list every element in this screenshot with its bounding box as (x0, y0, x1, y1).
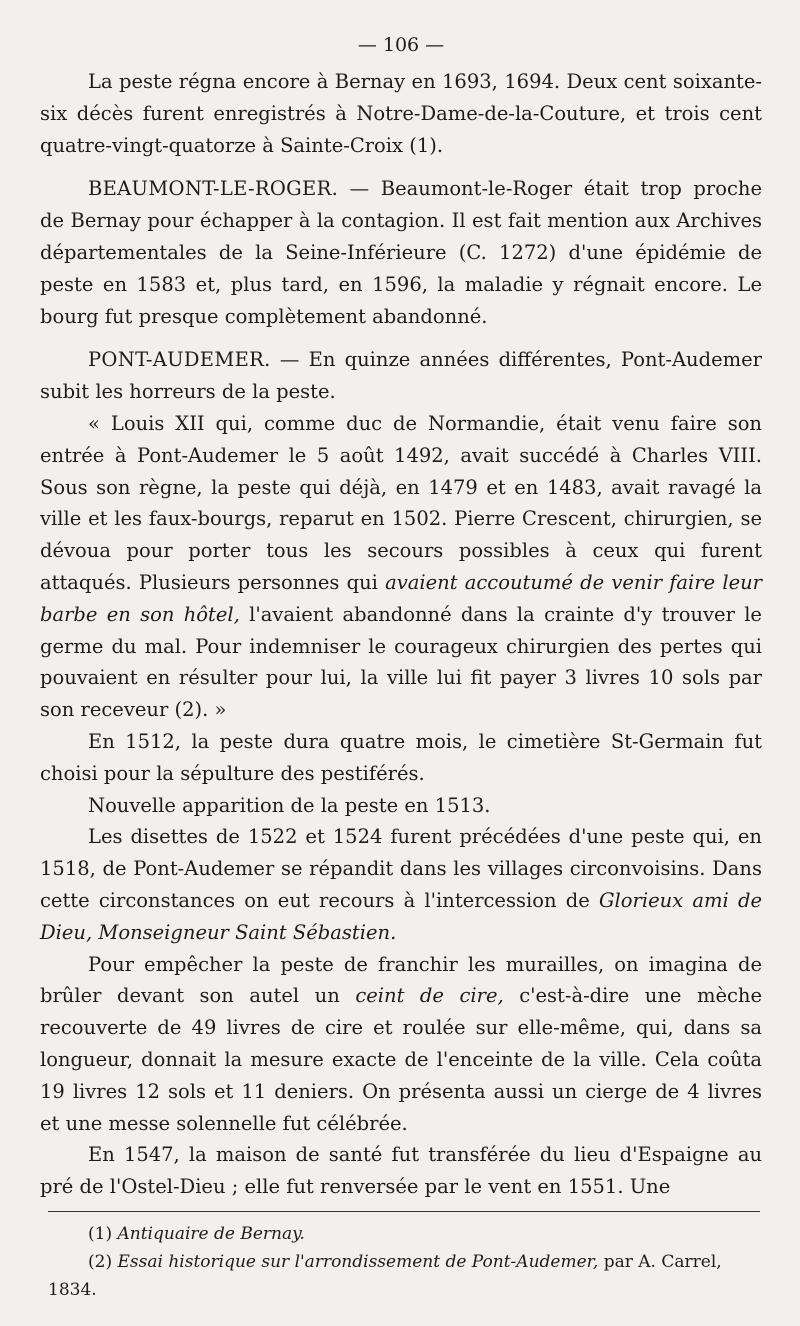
section-heading-beaumont: BEAUMONT-LE-ROGER. (88, 177, 339, 201)
footnote-divider (48, 1211, 760, 1212)
paragraph-text: « Louis XII qui, comme duc de Normandie, était venu faire son entrée à Pont-Audemer le 5 août 1492, avait succédé à Charles VIII. Sous son règne, la peste qui déjà, en 1479 et en 1483, avait ravagé la ville et les faux-bourgs, reparut en 1502. Pierre Crescent, chirurgien, se dévoua pour porter tous les secours possibles à ceux qui furent attaqués. Plusieurs personnes qui (40, 411, 762, 594)
italic-quote: avaient accoutumé de venir faire leur barbe en son hôtel, (40, 570, 762, 626)
italic-term: ceint de cire, (355, 984, 504, 1008)
paragraph-ceint-de-cire (40, 949, 762, 1140)
footnote-title: Antiquaire de Bernay. (117, 1224, 305, 1244)
footnotes (48, 1220, 764, 1304)
paragraph-disettes (40, 821, 762, 948)
paragraph-1512: En 1512, la peste dura quatre mois, le cimetière St-Germain fut choisi pour la sépulture des pestiférés. (40, 729, 762, 785)
footnote-title: Essai historique sur l'arrondissement de Pont-Audemer, (117, 1252, 599, 1272)
section-heading-pont-audemer: PONT-AUDEMER. (88, 348, 271, 372)
paragraph-text: Pour empêcher la peste de franchir les murailles, on imagina de brûler devant son autel un (40, 952, 762, 1008)
paragraph-text: — En quinze années différentes, Pont-Audemer subit les horreurs de la peste. (40, 348, 762, 404)
paragraph-louis-xii-quote (40, 408, 762, 726)
footnote-text: par A. Carrel, 1834. (48, 1252, 722, 1300)
paragraph-text: — Beaumont-le-Roger était trop proche de Bernay pour échapper à la contagion. Il est fait mention aux Archives départementales de la Seine-Inférieure (C. 1272) d'une épidémie de peste en 1583 et, plus tard, en 1596, la maladie y régnait encore. Le bourg fut presque complètement abandonné. (40, 177, 762, 328)
paragraph-pont-audemer (40, 344, 762, 408)
page-number: — 106 — (357, 34, 445, 56)
paragraph-1513: Nouvelle apparition de la peste en 1513. (88, 793, 491, 817)
footnote-2 (48, 1248, 764, 1304)
paragraph-text: l'avaient abandonné dans la crainte d'y trouver le germe du mal. Pour indemniser le courageux chirurgien des pertes qui pouvaient en résulter pour lui, la ville lui fit payer 3 livres 10 sols par son receveur (2). » (40, 602, 762, 722)
footnote-number: (2) (88, 1252, 113, 1272)
footnote-number: (1) (88, 1224, 113, 1244)
paragraph-text: c'est-à-dire une mèche recouverte de 49 livres de cire et roulée sur elle-même, qui, dans sa longueur, donnait la mesure exacte de l'enceinte de la ville. Cela coûta 19 livres 12 sols et 11 deniers. On présenta aussi un cierge de 4 livres et une messe solennelle fut célébrée. (40, 984, 763, 1135)
paragraph-text: Les disettes de 1522 et 1524 furent précédées d'une peste qui, en 1518, de Pont-Audemer se répandit dans les villages circonvoisins. Dans cette circonstances on eut recours à l'intercession de (40, 825, 762, 912)
paragraph-1547: En 1547, la maison de santé fut transférée du lieu d'Espaigne au pré de l'Ostel-Dieu ; elle fut renversée par le vent en 1551. Une (40, 1143, 762, 1199)
footnote-1 (48, 1220, 764, 1248)
paragraph-beaumont-le-roger (40, 173, 762, 332)
paragraph-bernay-plague: La peste régna encore à Bernay en 1693, 1694. Deux cent soixante-six décès furent enregistrés à Notre-Dame-de-la-Couture, et trois cent quatre-vingt-quatorze à Sainte-Croix (1). (40, 70, 762, 157)
italic-invocation: Glorieux ami de Dieu, Monseigneur Saint Sébastien. (40, 888, 762, 944)
body-text (40, 66, 762, 1203)
